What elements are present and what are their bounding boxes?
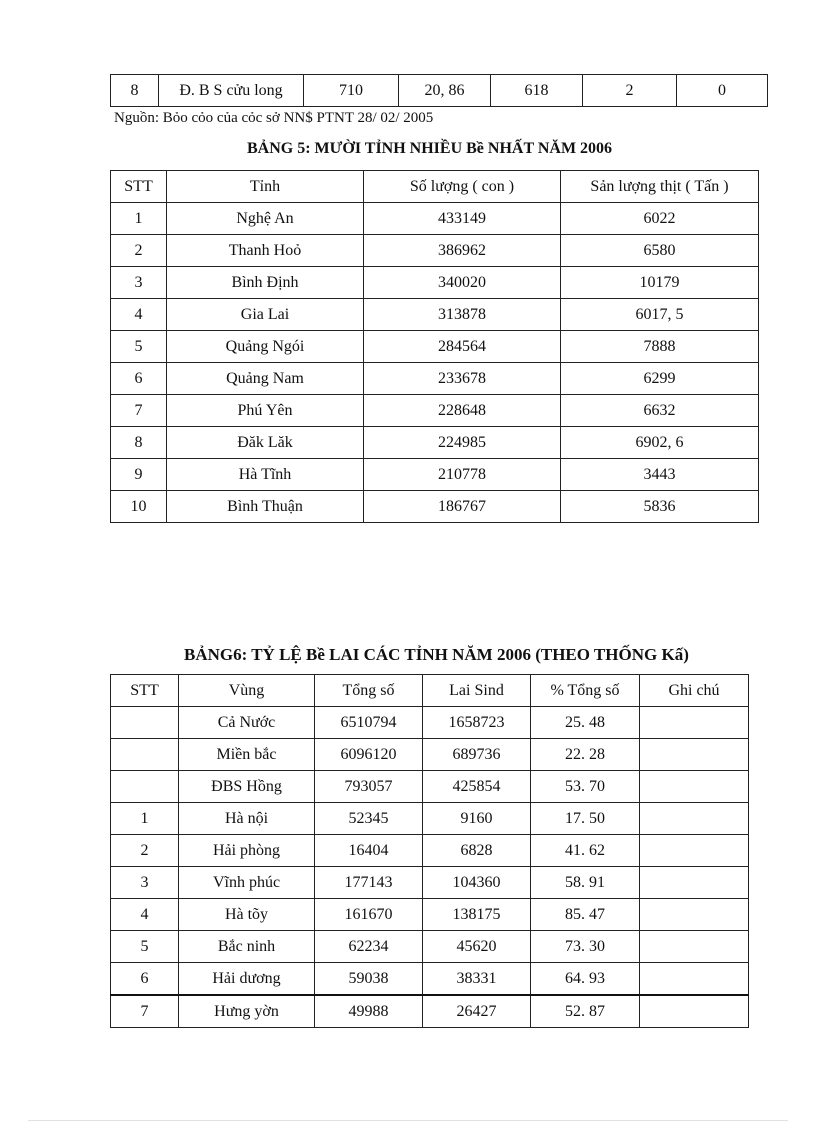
cell-value: 20, 86 [399, 75, 491, 107]
cell: 59038 [315, 963, 423, 996]
table-row [111, 491, 759, 523]
cell: Phú Yên [167, 395, 364, 427]
table-row [111, 867, 749, 899]
cell: 5 [111, 331, 167, 363]
cell: 6510794 [315, 707, 423, 739]
continued-table [110, 74, 768, 107]
cell: 4 [111, 899, 179, 931]
cell: 25. 48 [531, 707, 640, 739]
cell: 210778 [364, 459, 561, 491]
table-header-row [111, 171, 759, 203]
header-lai-sind: Lai Sind [423, 675, 531, 707]
table6 [110, 674, 749, 1028]
cell: 6 [111, 963, 179, 996]
cell-value: 618 [491, 75, 583, 107]
cell: 9160 [423, 803, 531, 835]
cell: 6580 [561, 235, 759, 267]
header-percent: % Tổng số [531, 675, 640, 707]
cell: 340020 [364, 267, 561, 299]
cell: Hà tõy [179, 899, 315, 931]
cell: 386962 [364, 235, 561, 267]
cell: 3 [111, 867, 179, 899]
table-row [111, 299, 759, 331]
cell: 64. 93 [531, 963, 640, 996]
cell: 5 [111, 931, 179, 963]
cell: 4 [111, 299, 167, 331]
cell-stt: 8 [111, 75, 159, 107]
table5-title: BẢNG 5: MƯỜI TỈNH NHIỀU Bề NHẤT NĂM 2006 [247, 140, 613, 157]
cell: 7 [111, 395, 167, 427]
cell: 425854 [423, 771, 531, 803]
cell: 52. 87 [531, 995, 640, 1028]
header-notes: Ghi chú [640, 675, 749, 707]
cell-value: 0 [677, 75, 768, 107]
cell: 689736 [423, 739, 531, 771]
cell: Nghệ An [167, 203, 364, 235]
cell: 1 [111, 803, 179, 835]
cell: Gia Lai [167, 299, 364, 331]
cell: Đăk Lăk [167, 427, 364, 459]
cell [640, 739, 749, 771]
table-row [111, 235, 759, 267]
cell: Quảng Ngói [167, 331, 364, 363]
cell: 104360 [423, 867, 531, 899]
header-region: Vùng [179, 675, 315, 707]
cell: Bình Định [167, 267, 364, 299]
cell: 6017, 5 [561, 299, 759, 331]
cell: Miền bắc [179, 739, 315, 771]
cell: 6096120 [315, 739, 423, 771]
table-row [111, 459, 759, 491]
cell: 6902, 6 [561, 427, 759, 459]
cell [111, 771, 179, 803]
cell: Hải dương [179, 963, 315, 996]
table-row [111, 363, 759, 395]
table6-title: BẢNG6: TỶ LỆ Bề LAI CÁC TỈNH NĂM 2006 (THEO THỐNG Kấ) [184, 645, 689, 664]
table-row [111, 835, 749, 867]
cell [640, 771, 749, 803]
cell: 38331 [423, 963, 531, 996]
cell: Cả Nước [179, 707, 315, 739]
table-row [111, 331, 759, 363]
cell: 22. 28 [531, 739, 640, 771]
table-row [111, 203, 759, 235]
cell: 224985 [364, 427, 561, 459]
cell: 2 [111, 835, 179, 867]
cell: Vĩnh phúc [179, 867, 315, 899]
header-province: Tỉnh [167, 171, 364, 203]
table-row [111, 931, 749, 963]
header-quantity: Số lượng ( con ) [364, 171, 561, 203]
header-stt: STT [111, 675, 179, 707]
table-row [111, 963, 749, 996]
cell: 284564 [364, 331, 561, 363]
cell: 49988 [315, 995, 423, 1028]
page-bottom-divider [28, 1120, 788, 1121]
table-row [111, 75, 768, 107]
cell: Quảng Nam [167, 363, 364, 395]
cell: 85. 47 [531, 899, 640, 931]
table-row [111, 267, 759, 299]
cell: 10 [111, 491, 167, 523]
cell: 1 [111, 203, 167, 235]
cell-value: 2 [583, 75, 677, 107]
cell: Bình Thuận [167, 491, 364, 523]
header-stt: STT [111, 171, 167, 203]
cell: 45620 [423, 931, 531, 963]
cell: 1658723 [423, 707, 531, 739]
cell: 5836 [561, 491, 759, 523]
table5 [110, 170, 759, 523]
cell: 41. 62 [531, 835, 640, 867]
table-row [111, 899, 749, 931]
header-total: Tổng số [315, 675, 423, 707]
cell: ĐBS Hồng [179, 771, 315, 803]
cell: 177143 [315, 867, 423, 899]
cell: 138175 [423, 899, 531, 931]
cell: 2 [111, 235, 167, 267]
cell: 62234 [315, 931, 423, 963]
cell: Hà nội [179, 803, 315, 835]
table-row [111, 395, 759, 427]
cell [640, 867, 749, 899]
cell-value: 710 [304, 75, 399, 107]
cell: 313878 [364, 299, 561, 331]
cell: Hưng yờn [179, 995, 315, 1028]
cell [640, 995, 749, 1028]
cell: 7888 [561, 331, 759, 363]
cell: Bắc ninh [179, 931, 315, 963]
cell: 793057 [315, 771, 423, 803]
cell-region: Đ. B S cửu long [159, 75, 304, 107]
cell: 186767 [364, 491, 561, 523]
cell: 7 [111, 995, 179, 1028]
cell: 52345 [315, 803, 423, 835]
cell: 8 [111, 427, 167, 459]
header-meat-output: Sản lượng thịt ( Tấn ) [561, 171, 759, 203]
cell [111, 739, 179, 771]
cell: 6828 [423, 835, 531, 867]
cell: 433149 [364, 203, 561, 235]
cell [640, 707, 749, 739]
cell [111, 707, 179, 739]
cell: Hải phòng [179, 835, 315, 867]
cell: 17. 50 [531, 803, 640, 835]
table-row [111, 803, 749, 835]
cell [640, 931, 749, 963]
cell [640, 835, 749, 867]
table-row [111, 771, 749, 803]
cell: 10179 [561, 267, 759, 299]
cell: 16404 [315, 835, 423, 867]
cell: 26427 [423, 995, 531, 1028]
cell [640, 803, 749, 835]
cell: 6 [111, 363, 167, 395]
cell: 6022 [561, 203, 759, 235]
table-header-row [111, 675, 749, 707]
cell: Thanh Hoỏ [167, 235, 364, 267]
cell: 233678 [364, 363, 561, 395]
table-row [111, 739, 749, 771]
cell [640, 899, 749, 931]
cell: 9 [111, 459, 167, 491]
cell: 53. 70 [531, 771, 640, 803]
cell: 161670 [315, 899, 423, 931]
cell: 228648 [364, 395, 561, 427]
cell: 6299 [561, 363, 759, 395]
cell: 6632 [561, 395, 759, 427]
cell [640, 963, 749, 996]
cell: 3443 [561, 459, 759, 491]
cell: Hà Tĩnh [167, 459, 364, 491]
cell: 73. 30 [531, 931, 640, 963]
source-note: Nguồn: Bỏo cỏo của cỏc sở NN$ PTNT 28/ 02/ 2005 [114, 110, 434, 126]
cell: 3 [111, 267, 167, 299]
table-row [111, 707, 749, 739]
table-row [111, 995, 749, 1028]
cell: 58. 91 [531, 867, 640, 899]
table-row [111, 427, 759, 459]
